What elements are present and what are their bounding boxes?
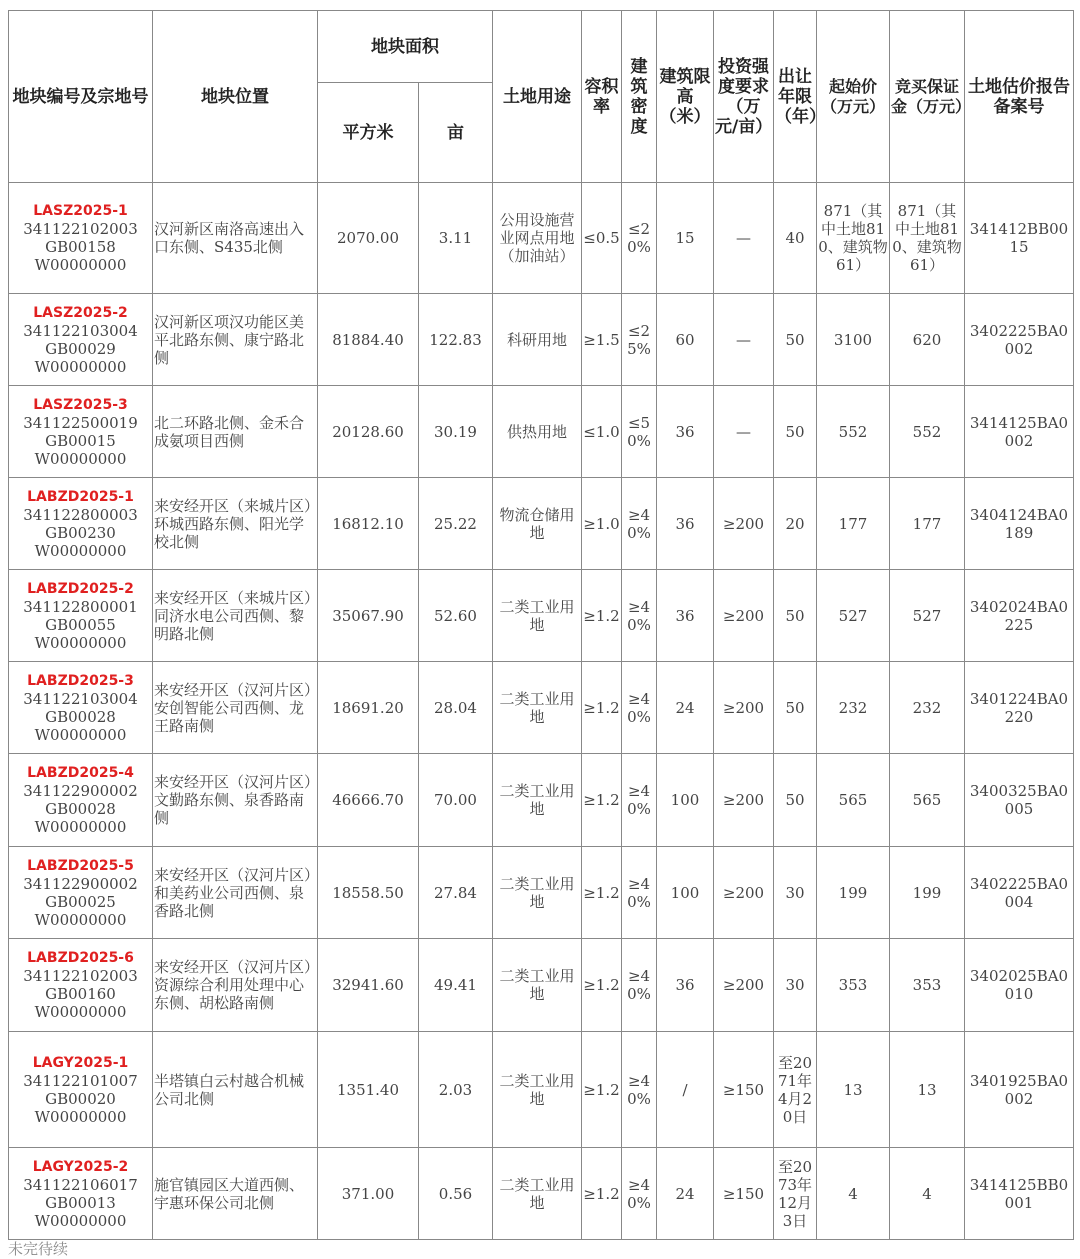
parcel-number: W00000000 [34, 633, 127, 652]
start-price-cell: 527 [817, 570, 890, 662]
location-cell: 来安经开区（来城片区）环城西路东侧、阳光学校北侧 [153, 478, 318, 570]
parcel-number: GB00020 [45, 1089, 116, 1108]
parcel-number: W00000000 [34, 541, 127, 560]
parcel-number: W00000000 [34, 357, 127, 376]
density-cell: ≥40% [622, 1032, 657, 1148]
location-cell: 来安经开区（汉河片区）安创智能公司西侧、龙王路南侧 [153, 662, 318, 754]
header-investment: 投资强度要求（万元/亩） [714, 11, 774, 183]
term-cell: 至2071年4月20日 [774, 1032, 817, 1148]
term-cell: 30 [774, 939, 817, 1032]
investment-cell: ≥200 [714, 754, 774, 847]
parcel-number: GB00160 [45, 985, 116, 1003]
lot-code: LABZD2025-2 [27, 580, 134, 597]
location-cell: 来安经开区（汉河片区）和美药业公司西侧、泉香路北侧 [153, 847, 318, 939]
table-row [9, 754, 1074, 847]
header-start-price: 起始价（万元） [817, 11, 890, 183]
area-mu-cell: 27.84 [419, 847, 493, 939]
parcel-number: W00000000 [34, 910, 127, 929]
lot-id-cell [9, 294, 153, 386]
far-cell: ≥1.2 [582, 754, 622, 847]
area-sqm-cell: 20128.60 [318, 386, 419, 478]
land-parcel-table [8, 10, 1074, 1240]
location-cell: 来安经开区（来城片区）同济水电公司西侧、黎明路北侧 [153, 570, 318, 662]
height-cell: 36 [657, 939, 714, 1032]
lot-id-cell [9, 847, 153, 939]
lot-id-cell [9, 1032, 153, 1148]
far-cell: ≤1.0 [582, 386, 622, 478]
height-cell: / [657, 1032, 714, 1148]
use-cell: 二类工业用地 [493, 754, 582, 847]
density-cell: ≥40% [622, 478, 657, 570]
header-use: 土地用途 [493, 11, 582, 183]
parcel-number: W00000000 [34, 449, 127, 468]
area-mu-cell: 2.03 [419, 1032, 493, 1148]
height-cell: 36 [657, 478, 714, 570]
term-cell: 50 [774, 754, 817, 847]
table-row [9, 662, 1074, 754]
area-sqm-cell: 18691.20 [318, 662, 419, 754]
report-cell: 3401925BA0002 [965, 1032, 1074, 1148]
deposit-cell: 871（其中土地810、建筑物61） [890, 183, 965, 294]
use-cell: 物流仓储用地 [493, 478, 582, 570]
area-mu-cell: 122.83 [419, 294, 493, 386]
far-cell: ≥1.2 [582, 939, 622, 1032]
density-cell: ≥40% [622, 939, 657, 1032]
density-cell: ≥40% [622, 754, 657, 847]
deposit-cell: 13 [890, 1032, 965, 1148]
report-cell: 3401224BA0220 [965, 662, 1074, 754]
height-cell: 24 [657, 662, 714, 754]
far-cell: ≥1.2 [582, 662, 622, 754]
area-sqm-cell: 46666.70 [318, 754, 419, 847]
lot-id-cell [9, 183, 153, 294]
investment-cell: ≥150 [714, 1032, 774, 1148]
parcel-number: 341122103004 [23, 689, 138, 708]
height-cell: 24 [657, 1148, 714, 1240]
deposit-cell: 177 [890, 478, 965, 570]
header-report: 土地估价报告备案号 [965, 11, 1074, 183]
term-cell: 至2073年12月3日 [774, 1148, 817, 1240]
parcel-number: GB00055 [45, 615, 116, 634]
use-cell: 二类工业用地 [493, 1148, 582, 1240]
height-cell: 15 [657, 183, 714, 294]
table-row [9, 1032, 1074, 1148]
lot-code: LABZD2025-4 [27, 765, 134, 781]
header-far: 容积率 [582, 11, 622, 183]
start-price-cell: 3100 [817, 294, 890, 386]
parcel-number: GB00029 [45, 339, 116, 358]
lot-code: LABZD2025-6 [27, 950, 134, 966]
investment-cell: — [714, 183, 774, 294]
parcel-number: W00000000 [34, 1003, 127, 1021]
area-mu-cell: 52.60 [419, 570, 493, 662]
investment-cell: ≥200 [714, 939, 774, 1032]
location-cell: 汉河新区项汉功能区美平北路东侧、康宁路北侧 [153, 294, 318, 386]
parcel-number: GB00013 [45, 1193, 116, 1212]
term-cell: 30 [774, 847, 817, 939]
deposit-cell: 232 [890, 662, 965, 754]
start-price-cell: 565 [817, 754, 890, 847]
table-row [9, 478, 1074, 570]
report-cell: 3414125BB0001 [965, 1148, 1074, 1240]
location-cell: 来安经开区（汉河片区）文勤路东侧、泉香路南侧 [153, 754, 318, 847]
parcel-number: 341122500019 [23, 413, 138, 432]
table-row [9, 847, 1074, 939]
lot-code: LABZD2025-1 [27, 488, 134, 505]
lot-id-cell [9, 939, 153, 1032]
height-cell: 36 [657, 386, 714, 478]
start-price-cell: 13 [817, 1032, 890, 1148]
table-row [9, 570, 1074, 662]
area-mu-cell: 70.00 [419, 754, 493, 847]
area-sqm-cell: 35067.90 [318, 570, 419, 662]
area-mu-cell: 0.56 [419, 1148, 493, 1240]
density-cell: ≥40% [622, 570, 657, 662]
term-cell: 50 [774, 570, 817, 662]
use-cell: 科研用地 [493, 294, 582, 386]
table-row [9, 939, 1074, 1032]
parcel-number: W00000000 [34, 818, 127, 836]
location-cell: 来安经开区（汉河片区）资源综合利用处理中心东侧、胡松路南侧 [153, 939, 318, 1032]
area-sqm-cell: 1351.40 [318, 1032, 419, 1148]
parcel-number: W00000000 [34, 256, 127, 274]
lot-id-cell [9, 386, 153, 478]
deposit-cell: 199 [890, 847, 965, 939]
table-row [9, 294, 1074, 386]
lot-code: LAGY2025-2 [32, 1158, 129, 1175]
footer-note: 未完待续 [8, 1240, 69, 1258]
term-cell: 40 [774, 183, 817, 294]
parcel-number: 341122101007 [23, 1071, 138, 1090]
density-cell: ≥40% [622, 847, 657, 939]
lot-code: LAGY2025-1 [32, 1054, 129, 1071]
investment-cell: ≥150 [714, 1148, 774, 1240]
use-cell: 二类工业用地 [493, 1032, 582, 1148]
parcel-number: 341122900002 [23, 782, 138, 800]
lot-code: LABZD2025-5 [27, 857, 134, 874]
start-price-cell: 199 [817, 847, 890, 939]
parcel-number: W00000000 [34, 725, 127, 744]
term-cell: 20 [774, 478, 817, 570]
report-cell: 3414125BA0002 [965, 386, 1074, 478]
use-cell: 二类工业用地 [493, 570, 582, 662]
far-cell: ≥1.2 [582, 570, 622, 662]
area-sqm-cell: 81884.40 [318, 294, 419, 386]
area-sqm-cell: 16812.10 [318, 478, 419, 570]
start-price-cell: 177 [817, 478, 890, 570]
lot-code: LASZ2025-3 [33, 396, 128, 413]
parcel-number: 341122900002 [23, 874, 138, 893]
lot-id-cell [9, 478, 153, 570]
location-cell: 北二环路北侧、金禾合成氨项目西侧 [153, 386, 318, 478]
header-deposit: 竞买保证金（万元） [890, 11, 965, 183]
use-cell: 供热用地 [493, 386, 582, 478]
header-height: 建筑限高（米） [657, 11, 714, 183]
report-cell: 3404124BA0189 [965, 478, 1074, 570]
start-price-cell: 353 [817, 939, 890, 1032]
height-cell: 60 [657, 294, 714, 386]
parcel-number: GB00028 [45, 800, 116, 818]
parcel-number: GB00015 [45, 431, 116, 450]
term-cell: 50 [774, 386, 817, 478]
far-cell: ≥1.5 [582, 294, 622, 386]
investment-cell: ≥200 [714, 662, 774, 754]
parcel-number: 341122106017 [23, 1175, 138, 1194]
area-mu-cell: 30.19 [419, 386, 493, 478]
header-location: 地块位置 [153, 11, 318, 183]
header-density: 建筑密度 [622, 11, 657, 183]
deposit-cell: 527 [890, 570, 965, 662]
density-cell: ≤20% [622, 183, 657, 294]
density-cell: ≤50% [622, 386, 657, 478]
parcel-number: 341122102003 [23, 967, 138, 985]
table-row [9, 386, 1074, 478]
location-cell: 施官镇园区大道西侧、宇惠环保公司北侧 [153, 1148, 318, 1240]
parcel-number: 341122103004 [23, 321, 138, 340]
report-cell: 3402225BA0004 [965, 847, 1074, 939]
header-lot-id: 地块编号及宗地号 [9, 11, 153, 183]
location-cell: 汉河新区南洛高速出入口东侧、S435北侧 [153, 183, 318, 294]
start-price-cell: 232 [817, 662, 890, 754]
lot-code: LASZ2025-2 [33, 304, 128, 321]
far-cell: ≥1.2 [582, 1148, 622, 1240]
far-cell: ≥1.2 [582, 847, 622, 939]
parcel-number: 341122800003 [23, 505, 138, 524]
header-area-sqm: 平方米 [318, 83, 419, 183]
start-price-cell: 4 [817, 1148, 890, 1240]
parcel-number: W00000000 [34, 1211, 127, 1230]
use-cell: 公用设施营业网点用地（加油站） [493, 183, 582, 294]
report-cell: 3402024BA0225 [965, 570, 1074, 662]
parcel-number: GB00025 [45, 892, 116, 911]
density-cell: ≥40% [622, 662, 657, 754]
report-cell: 3400325BA0005 [965, 754, 1074, 847]
far-cell: ≥1.0 [582, 478, 622, 570]
header-area: 地块面积 [318, 11, 493, 83]
height-cell: 100 [657, 847, 714, 939]
lot-code: LASZ2025-1 [33, 203, 128, 219]
header-area-mu: 亩 [419, 83, 493, 183]
deposit-cell: 552 [890, 386, 965, 478]
start-price-cell: 552 [817, 386, 890, 478]
report-cell: 3402225BA0002 [965, 294, 1074, 386]
header-term: 出让年限（年） [774, 11, 817, 183]
deposit-cell: 565 [890, 754, 965, 847]
parcel-number: W00000000 [34, 1107, 127, 1126]
parcel-number: GB00230 [45, 523, 116, 542]
area-mu-cell: 49.41 [419, 939, 493, 1032]
parcel-number: GB00028 [45, 707, 116, 726]
deposit-cell: 4 [890, 1148, 965, 1240]
area-mu-cell: 25.22 [419, 478, 493, 570]
lot-id-cell [9, 754, 153, 847]
area-sqm-cell: 371.00 [318, 1148, 419, 1240]
density-cell: ≤25% [622, 294, 657, 386]
height-cell: 36 [657, 570, 714, 662]
density-cell: ≥40% [622, 1148, 657, 1240]
parcel-number: GB00158 [45, 238, 116, 256]
area-sqm-cell: 32941.60 [318, 939, 419, 1032]
report-cell: 341412BB0015 [965, 183, 1074, 294]
location-cell: 半塔镇白云村越合机械公司北侧 [153, 1032, 318, 1148]
investment-cell: ≥200 [714, 847, 774, 939]
investment-cell: — [714, 294, 774, 386]
investment-cell: ≥200 [714, 570, 774, 662]
investment-cell: ≥200 [714, 478, 774, 570]
far-cell: ≥1.2 [582, 1032, 622, 1148]
start-price-cell: 871（其中土地810、建筑物61） [817, 183, 890, 294]
term-cell: 50 [774, 662, 817, 754]
deposit-cell: 620 [890, 294, 965, 386]
use-cell: 二类工业用地 [493, 662, 582, 754]
lot-code: LABZD2025-3 [27, 672, 134, 689]
lot-id-cell [9, 570, 153, 662]
table-row [9, 183, 1074, 294]
investment-cell: — [714, 386, 774, 478]
report-cell: 3402025BA0010 [965, 939, 1074, 1032]
deposit-cell: 353 [890, 939, 965, 1032]
use-cell: 二类工业用地 [493, 847, 582, 939]
area-sqm-cell: 18558.50 [318, 847, 419, 939]
use-cell: 二类工业用地 [493, 939, 582, 1032]
area-mu-cell: 28.04 [419, 662, 493, 754]
parcel-number: 341122800001 [23, 597, 138, 616]
term-cell: 50 [774, 294, 817, 386]
far-cell: ≤0.5 [582, 183, 622, 294]
lot-id-cell [9, 662, 153, 754]
area-sqm-cell: 2070.00 [318, 183, 419, 294]
area-mu-cell: 3.11 [419, 183, 493, 294]
table-row [9, 1148, 1074, 1240]
lot-id-cell [9, 1148, 153, 1240]
height-cell: 100 [657, 754, 714, 847]
parcel-number: 341122102003 [23, 220, 138, 238]
